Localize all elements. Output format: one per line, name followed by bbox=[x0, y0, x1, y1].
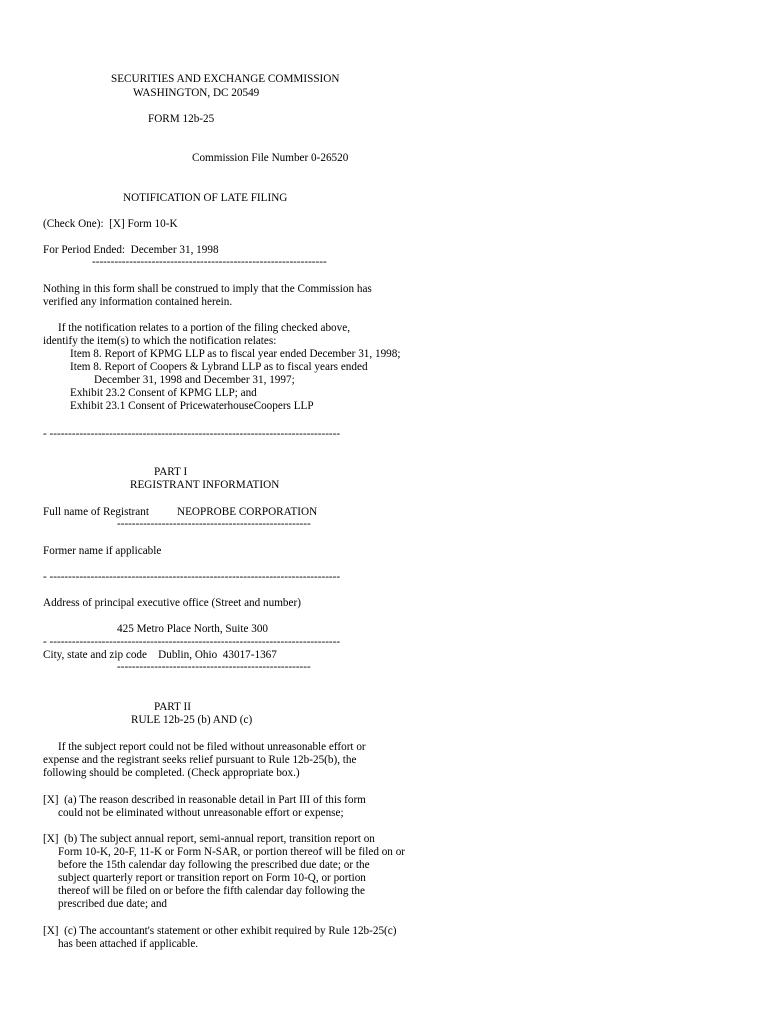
address-label: Address of principal executive office (Street and number) bbox=[43, 597, 301, 609]
period-ended: For Period Ended: December 31, 1998 bbox=[43, 244, 219, 256]
city-state-zip: City, state and zip code Dublin, Ohio 43017-1367 bbox=[43, 649, 277, 661]
part1-heading: PART I bbox=[154, 466, 188, 478]
item-c-line: [X] (c) The accountant's statement or other exhibit required by Rule 12b-25(c) bbox=[43, 925, 397, 937]
registrant-name-value: NEOPROBE CORPORATION bbox=[177, 506, 318, 518]
notification-line: If the notification relates to a portion of the filing checked above, bbox=[58, 322, 351, 334]
disclaimer-line: Nothing in this form shall be construed to imply that the Commission has bbox=[43, 283, 372, 295]
section-separator: - ------------------------------------------------------------------------------ bbox=[43, 571, 341, 583]
period-rule: --------------------------------------------------------------- bbox=[92, 256, 327, 268]
city-rule: ---------------------------------------------------- bbox=[117, 661, 311, 673]
registrant-name-label: Full name of Registrant bbox=[43, 506, 149, 518]
item-b-line: thereof will be filed on or before the fifth calendar day following the bbox=[58, 885, 365, 897]
part2-heading: PART II bbox=[154, 701, 191, 713]
notification-item: Exhibit 23.1 Consent of PricewaterhouseCoopers LLP bbox=[70, 400, 314, 412]
part2-intro-line: If the subject report could not be filed without unreasonable effort or bbox=[58, 741, 366, 753]
part2-subheading: RULE 12b-25 (b) AND (c) bbox=[131, 714, 253, 726]
item-a-line: [X] (a) The reason described in reasonable detail in Part III of this form bbox=[43, 794, 366, 806]
part2-intro-line: following should be completed. (Check appropriate box.) bbox=[43, 767, 300, 779]
check-one-line: (Check One): [X] Form 10-K bbox=[43, 218, 178, 230]
address-value: 425 Metro Place North, Suite 300 bbox=[117, 623, 269, 635]
former-name-label: Former name if applicable bbox=[43, 545, 162, 557]
notification-line: identify the item(s) to which the notification relates: bbox=[43, 335, 277, 347]
item-b-line: before the 15th calendar day following the prescribed due date; or the bbox=[58, 859, 370, 871]
notification-item: Item 8. Report of KPMG LLP as to fiscal year ended December 31, 1998; bbox=[70, 348, 401, 360]
item-b-line: [X] (b) The subject annual report, semi-annual report, transition report on bbox=[43, 833, 375, 845]
notification-item: Exhibit 23.2 Consent of KPMG LLP; and bbox=[70, 387, 257, 399]
notification-item: Item 8. Report of Coopers & Lybrand LLP as to fiscal years ended bbox=[70, 361, 368, 373]
section-separator: - ------------------------------------------------------------------------------ bbox=[43, 428, 341, 440]
item-a-line: could not be eliminated without unreasonable effort or expense; bbox=[58, 807, 344, 819]
notification-item: December 31, 1998 and December 31, 1997; bbox=[94, 374, 295, 386]
agency-location: WASHINGTON, DC 20549 bbox=[133, 87, 260, 99]
item-c-line: has been attached if applicable. bbox=[58, 938, 199, 950]
item-b-line: prescribed due date; and bbox=[58, 898, 168, 910]
form-number: FORM 12b-25 bbox=[148, 113, 215, 125]
item-b-line: subject quarterly report or transition report on Form 10-Q, or portion bbox=[58, 872, 366, 884]
commission-file-number: Commission File Number 0-26520 bbox=[192, 152, 349, 164]
item-b-line: Form 10-K, 20-F, 11-K or Form N-SAR, or portion thereof will be filed on or bbox=[58, 846, 406, 858]
document-title: NOTIFICATION OF LATE FILING bbox=[123, 192, 288, 204]
part1-subheading: REGISTRANT INFORMATION bbox=[130, 479, 280, 491]
section-separator: - ------------------------------------------------------------------------------ bbox=[43, 636, 341, 648]
registrant-name-rule: ---------------------------------------------------- bbox=[117, 518, 311, 530]
disclaimer-line: verified any information contained herein. bbox=[43, 296, 233, 308]
agency-name: SECURITIES AND EXCHANGE COMMISSION bbox=[111, 73, 340, 85]
part2-intro-line: expense and the registrant seeks relief pursuant to Rule 12b-25(b), the bbox=[43, 754, 357, 766]
